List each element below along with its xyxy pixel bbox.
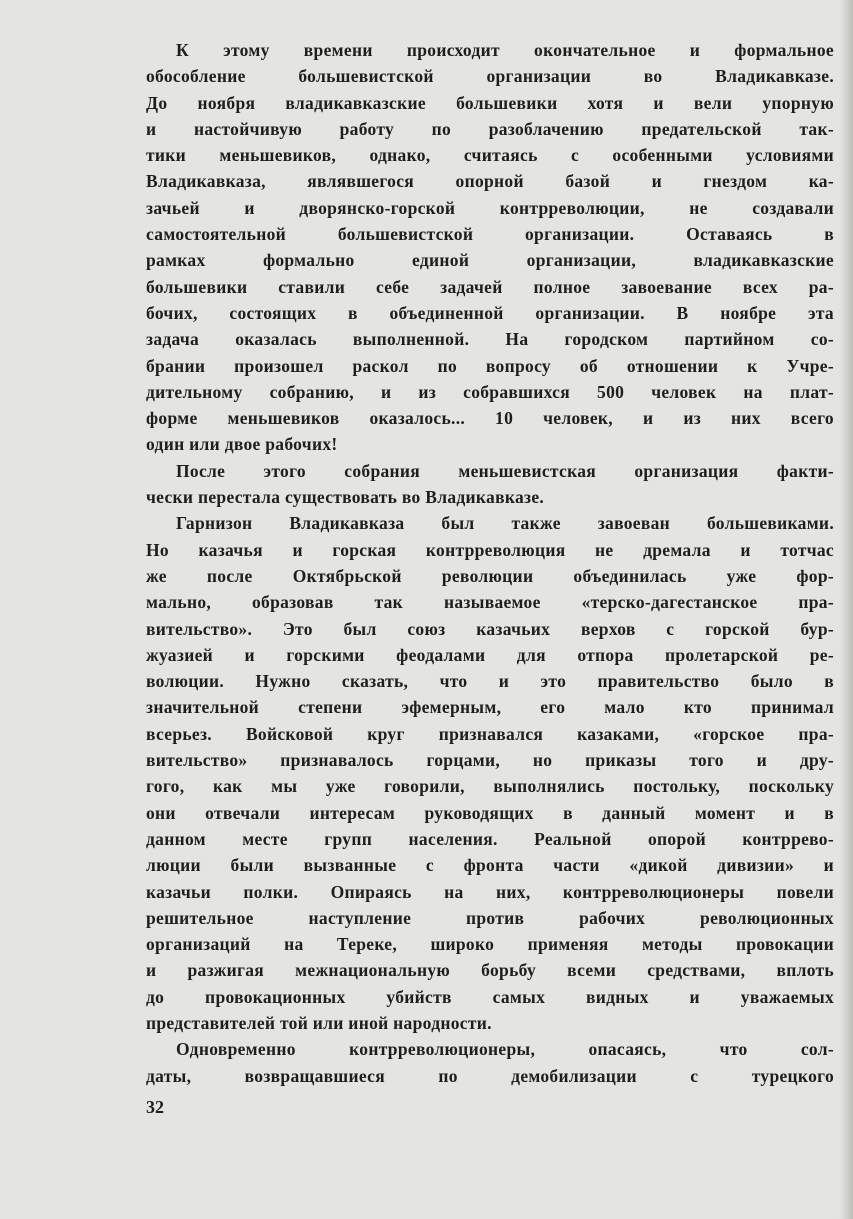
text-line: один или двое рабочих! (146, 434, 338, 455)
text-line: форме меньшевиков оказалось... 10 человек, и из них всего (146, 408, 834, 429)
text-line: волюции. Нужно сказать, что и это правительство было в (146, 671, 834, 692)
paragraph (146, 37, 834, 458)
text-line: вительство». Это был союз казачьих верхов с горской бур- (146, 618, 834, 639)
text-line: даты, возвращавшиеся по демобилизации с турецкого (146, 1065, 834, 1086)
paragraph (146, 510, 834, 1036)
text-line: данном месте групп населения. Реальной опорой контррево- (146, 828, 834, 849)
paragraph (146, 458, 834, 511)
text-line: зачьей и дворянско-горской контрреволюции, не создавали (146, 197, 834, 218)
text-line: После этого собрания меньшевистская организация факти- (176, 460, 834, 481)
text-line: самостоятельной большевистской организации. Оставаясь в (146, 224, 834, 245)
text-line: мально, образовав так называемое «терско-дагестанское пра- (146, 592, 834, 613)
text-line: организаций на Тереке, широко применяя методы провокации (146, 934, 834, 955)
text-line: большевики ставили себе задачей полное завоевание всех ра- (146, 276, 834, 297)
text-line: Одновременно контрреволюционеры, опасаясь, что сол- (176, 1039, 834, 1060)
paragraph (146, 1036, 834, 1089)
text-line: же после Октябрьской революции объединилась уже фор- (146, 565, 834, 586)
text-line: тики меньшевиков, однако, считаясь с особенными условиями (146, 145, 834, 166)
page-edge-shadow (839, 0, 853, 1219)
text-line: они отвечали интересам руководящих в данный момент и в (146, 802, 834, 823)
text-line: гого, как мы уже говорили, выполнялись постольку, поскольку (146, 776, 834, 797)
text-line: жуазией и горскими феодалами для отпора пролетарской ре- (146, 644, 834, 665)
text-line: чески перестала существовать во Владикавказе. (146, 487, 545, 508)
text-line: и настойчивую работу по разоблачению предательской так- (146, 118, 834, 139)
page-number: 32 (146, 1097, 164, 1117)
text-line: вительство» признавалось горцами, но приказы того и дру- (146, 750, 834, 771)
text-line: Владикавказа, являвшегося опорной базой и гнездом ка- (146, 171, 834, 192)
text-line: до провокационных убийств самых видных и уважаемых (146, 986, 834, 1007)
text-line: и разжигая межнациональную борьбу всеми средствами, вплоть (146, 960, 834, 981)
text-line: дительному собранию, и из собравшихся 500 человек на плат- (146, 381, 834, 402)
text-line: Но казачья и горская контрреволюция не дремала и тотчас (146, 539, 834, 560)
body-text (146, 37, 834, 1089)
text-line: обособление большевистской организации во Владикавказе. (146, 66, 834, 87)
text-line: казачьи полки. Опираясь на них, контрреволюционеры повели (146, 881, 834, 902)
text-line: всерьез. Войсковой круг признавался казаками, «горское пра- (146, 723, 834, 744)
text-line: К этому времени происходит окончательное и формальное (176, 40, 834, 60)
text-line: задача оказалась выполненной. На городском партийном со- (146, 329, 834, 350)
text-line: бочих, состоящих в объединенной организации. В ноябре эта (146, 302, 834, 323)
text-line: решительное наступление против рабочих революционных (146, 907, 834, 928)
text-line: значительной степени эфемерным, его мало кто принимал (146, 697, 834, 718)
text-line: брании произошел раскол по вопросу об отношении к Учре- (146, 355, 834, 376)
text-line: Гарнизон Владикавказа был также завоеван большевиками. (176, 513, 834, 534)
text-line: рамках формально единой организации, владикавказские (146, 250, 834, 271)
text-line: люции были вызванные с фронта части «дикой дивизии» и (146, 855, 834, 876)
text-line: До ноября владикавказские большевики хотя и вели упорную (146, 92, 834, 113)
text-line: представителей той или иной народности. (146, 1012, 492, 1033)
